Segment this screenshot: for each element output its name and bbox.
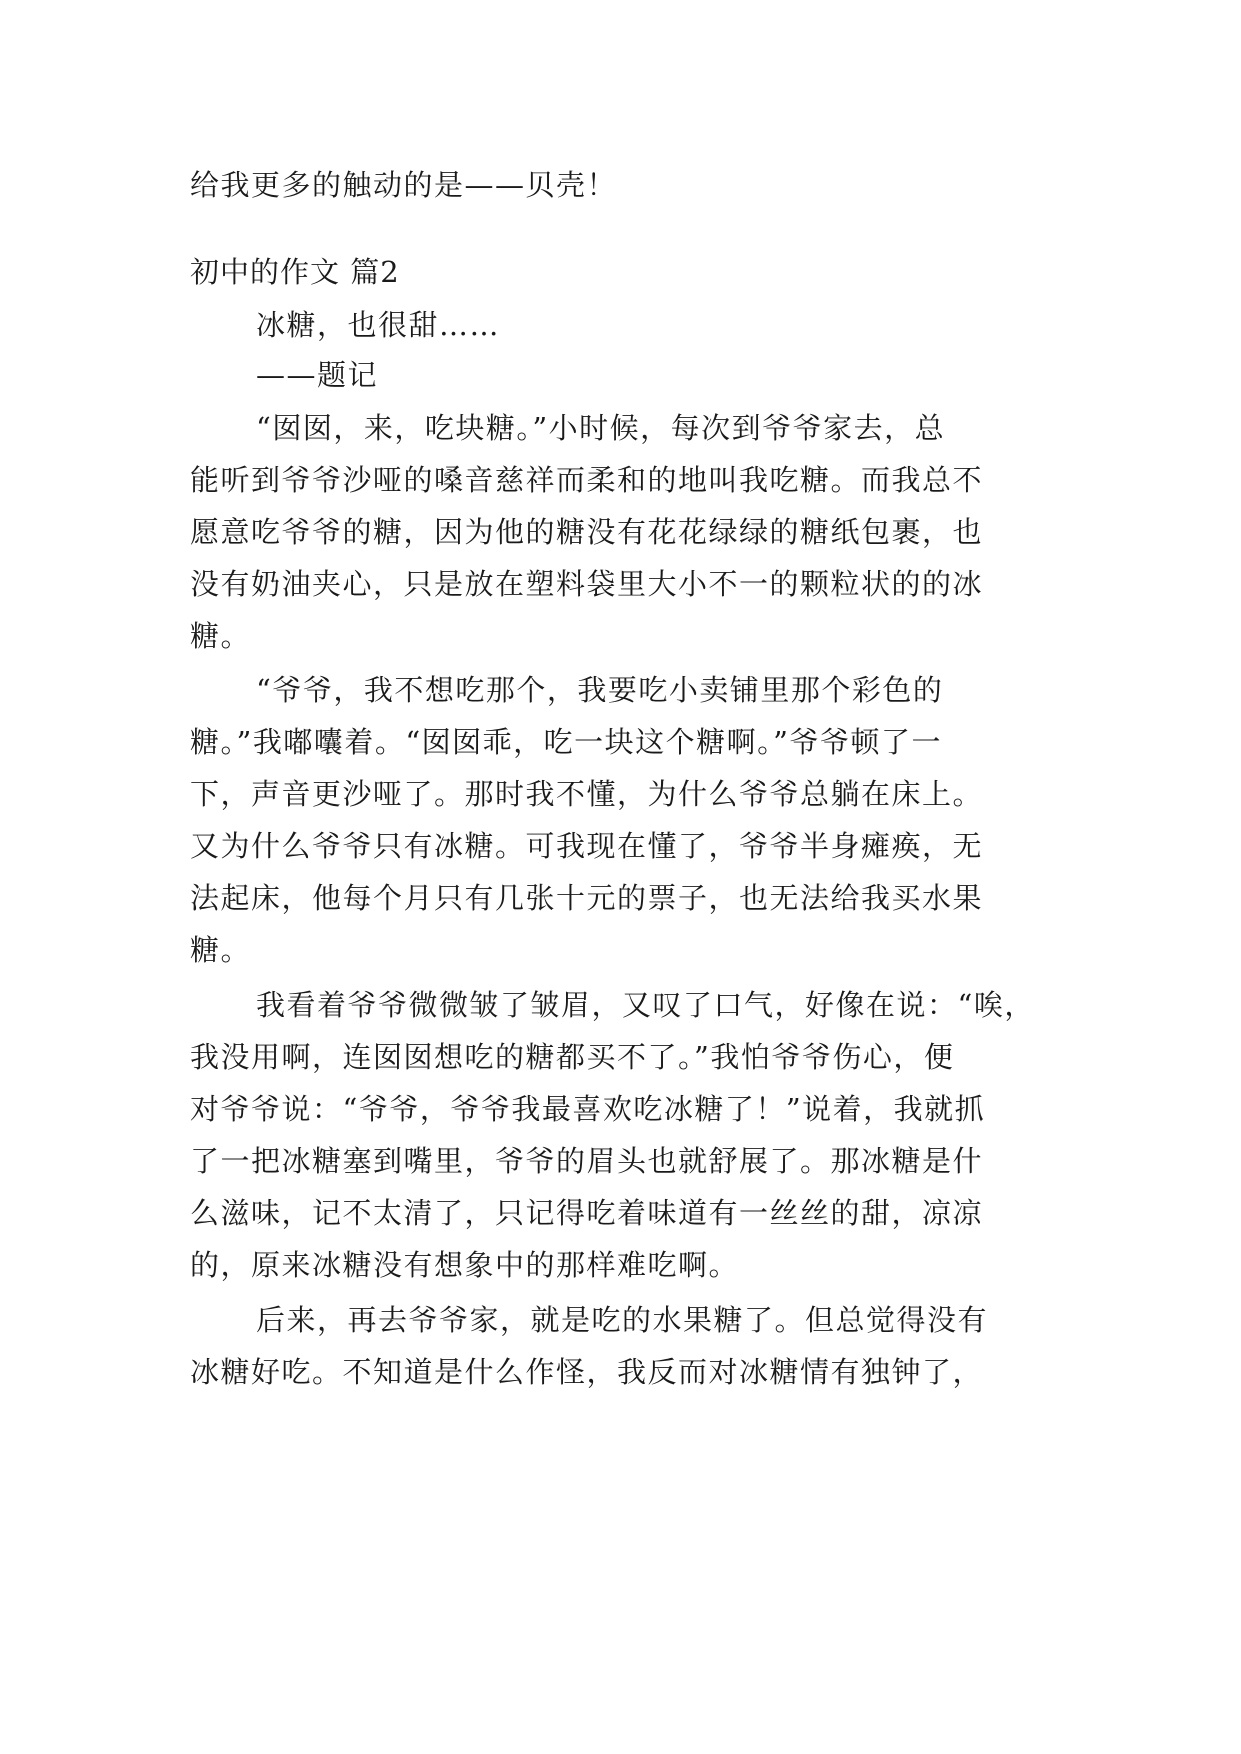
paragraph-line: 我看着爷爷微微皱了皱眉，又叹了口气，好像在说：“唉， — [256, 988, 1035, 1022]
paragraph-line: 能听到爷爷沙哑的嗓音慈祥而柔和的地叫我吃糖。而我总不 — [190, 463, 984, 497]
section-heading: 初中的作文 篇2 — [190, 255, 400, 289]
paragraph-line: 么滋味，记不太清了，只记得吃着味道有一丝丝的甜，凉凉 — [190, 1196, 984, 1230]
paragraph-line: 的，原来冰糖没有想象中的那样难吃啊。 — [190, 1248, 740, 1282]
paragraph-line: “囡囡，来，吃块糖。”小时候，每次到爷爷家去，总 — [256, 411, 946, 445]
epigraph: 冰糖，也很甜…… — [256, 308, 501, 342]
paragraph-line: 糖。 — [190, 933, 252, 967]
paragraph-line: 了一把冰糖塞到嘴里，爷爷的眉头也就舒展了。那冰糖是什 — [190, 1144, 984, 1178]
paragraph-line: 后来，再去爷爷家，就是吃的水果糖了。但总觉得没有 — [256, 1303, 989, 1337]
paragraph-line: 糖。 — [190, 619, 252, 653]
paragraph-line: 法起床，他每个月只有几张十元的票子，也无法给我买水果 — [190, 881, 984, 915]
paragraph-line: 没有奶油夹心，只是放在塑料袋里大小不一的颗粒状的的冰 — [190, 567, 984, 601]
paragraph-line: 下，声音更沙哑了。那时我不懂，为什么爷爷总躺在床上。 — [190, 777, 984, 811]
paragraph-line: 冰糖好吃。不知道是什么作怪，我反而对冰糖情有独钟了， — [190, 1355, 984, 1389]
paragraph-line: “爷爷，我不想吃那个，我要吃小卖铺里那个彩色的 — [256, 673, 944, 707]
paragraph-line: 对爷爷说：“爷爷，爷爷我最喜欢吃冰糖了！”说着，我就抓 — [190, 1092, 986, 1126]
paragraph-line: 我没用啊，连囡囡想吃的糖都买不了。”我怕爷爷伤心，便 — [190, 1040, 955, 1074]
paragraph-line: 又为什么爷爷只有冰糖。可我现在懂了，爷爷半身瘫痪，无 — [190, 829, 984, 863]
opening-line: 给我更多的触动的是——贝壳！ — [190, 168, 618, 202]
paragraph-line: 愿意吃爷爷的糖，因为他的糖没有花花绿绿的糖纸包裹，也 — [190, 515, 984, 549]
epigraph-attribution: ——题记 — [256, 358, 379, 392]
paragraph-line: 糖。”我嘟囔着。“囡囡乖，吃一块这个糖啊。”爷爷顿了一 — [190, 725, 942, 759]
